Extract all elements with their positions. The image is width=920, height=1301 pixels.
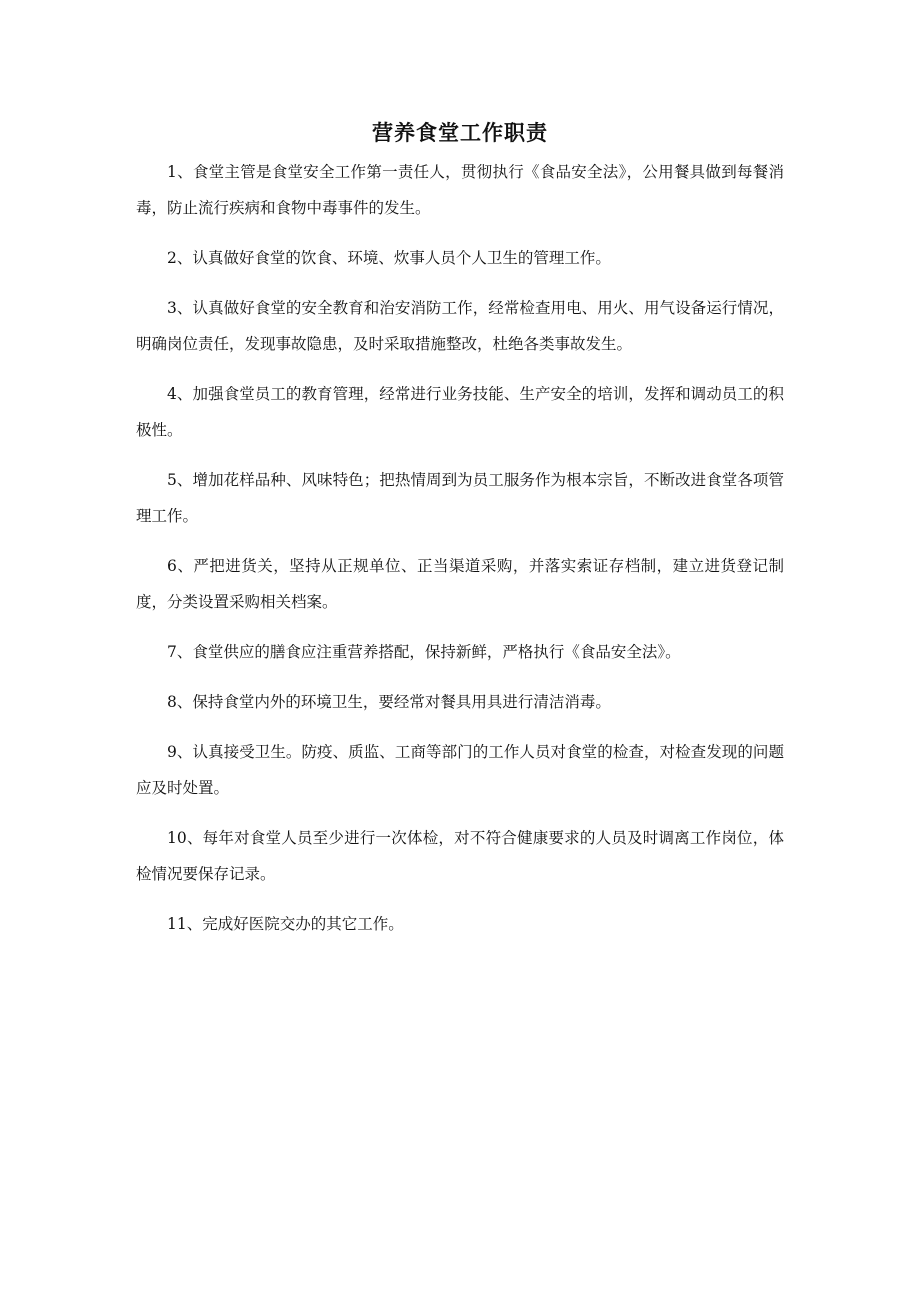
duty-paragraph-11: 11、完成好医院交办的其它工作。 [167,915,404,933]
duty-paragraph-4: 4、加强食堂员工的教育管理，经常进行业务技能、生产安全的培训，发挥和调动员工的积极性。 [136,385,784,439]
duty-paragraph-3: 3、认真做好食堂的安全教育和治安消防工作，经常检查用电、用火、用气设备运行情况，明确岗位责任，发现事故隐患，及时采取措施整改，杜绝各类事故发生。 [136,299,784,353]
duty-paragraph-9: 9、认真接受卫生。防疫、质监、工商等部门的工作人员对食堂的检查，对检查发现的问题应及时处置。 [136,743,784,797]
duty-paragraph-10: 10、每年对食堂人员至少进行一次体检，对不符合健康要求的人员及时调离工作岗位，体检情况要保存记录。 [136,829,784,883]
document-title: 营养食堂工作职责 [372,121,548,145]
duty-paragraph-6: 6、严把进货关，坚持从正规单位、正当渠道采购，并落实索证存档制，建立进货登记制度，分类设置采购相关档案。 [136,557,784,611]
duty-paragraph-2: 2、认真做好食堂的饮食、环境、炊事人员个人卫生的管理工作。 [167,249,611,267]
duty-paragraph-5: 5、增加花样品种、风味特色；把热情周到为员工服务作为根本宗旨，不断改进食堂各项管理工作。 [136,471,784,525]
duty-paragraph-8: 8、保持食堂内外的环境卫生，要经常对餐具用具进行清洁消毒。 [167,693,611,711]
duty-paragraph-1: 1、食堂主管是食堂安全工作第一责任人，贯彻执行《食品安全法》，公用餐具做到每餐消毒，防止流行疾病和食物中毒事件的发生。 [136,163,784,217]
duty-paragraph-7: 7、食堂供应的膳食应注重营养搭配，保持新鲜，严格执行《食品安全法》。 [167,643,681,661]
document-body [136,154,784,956]
